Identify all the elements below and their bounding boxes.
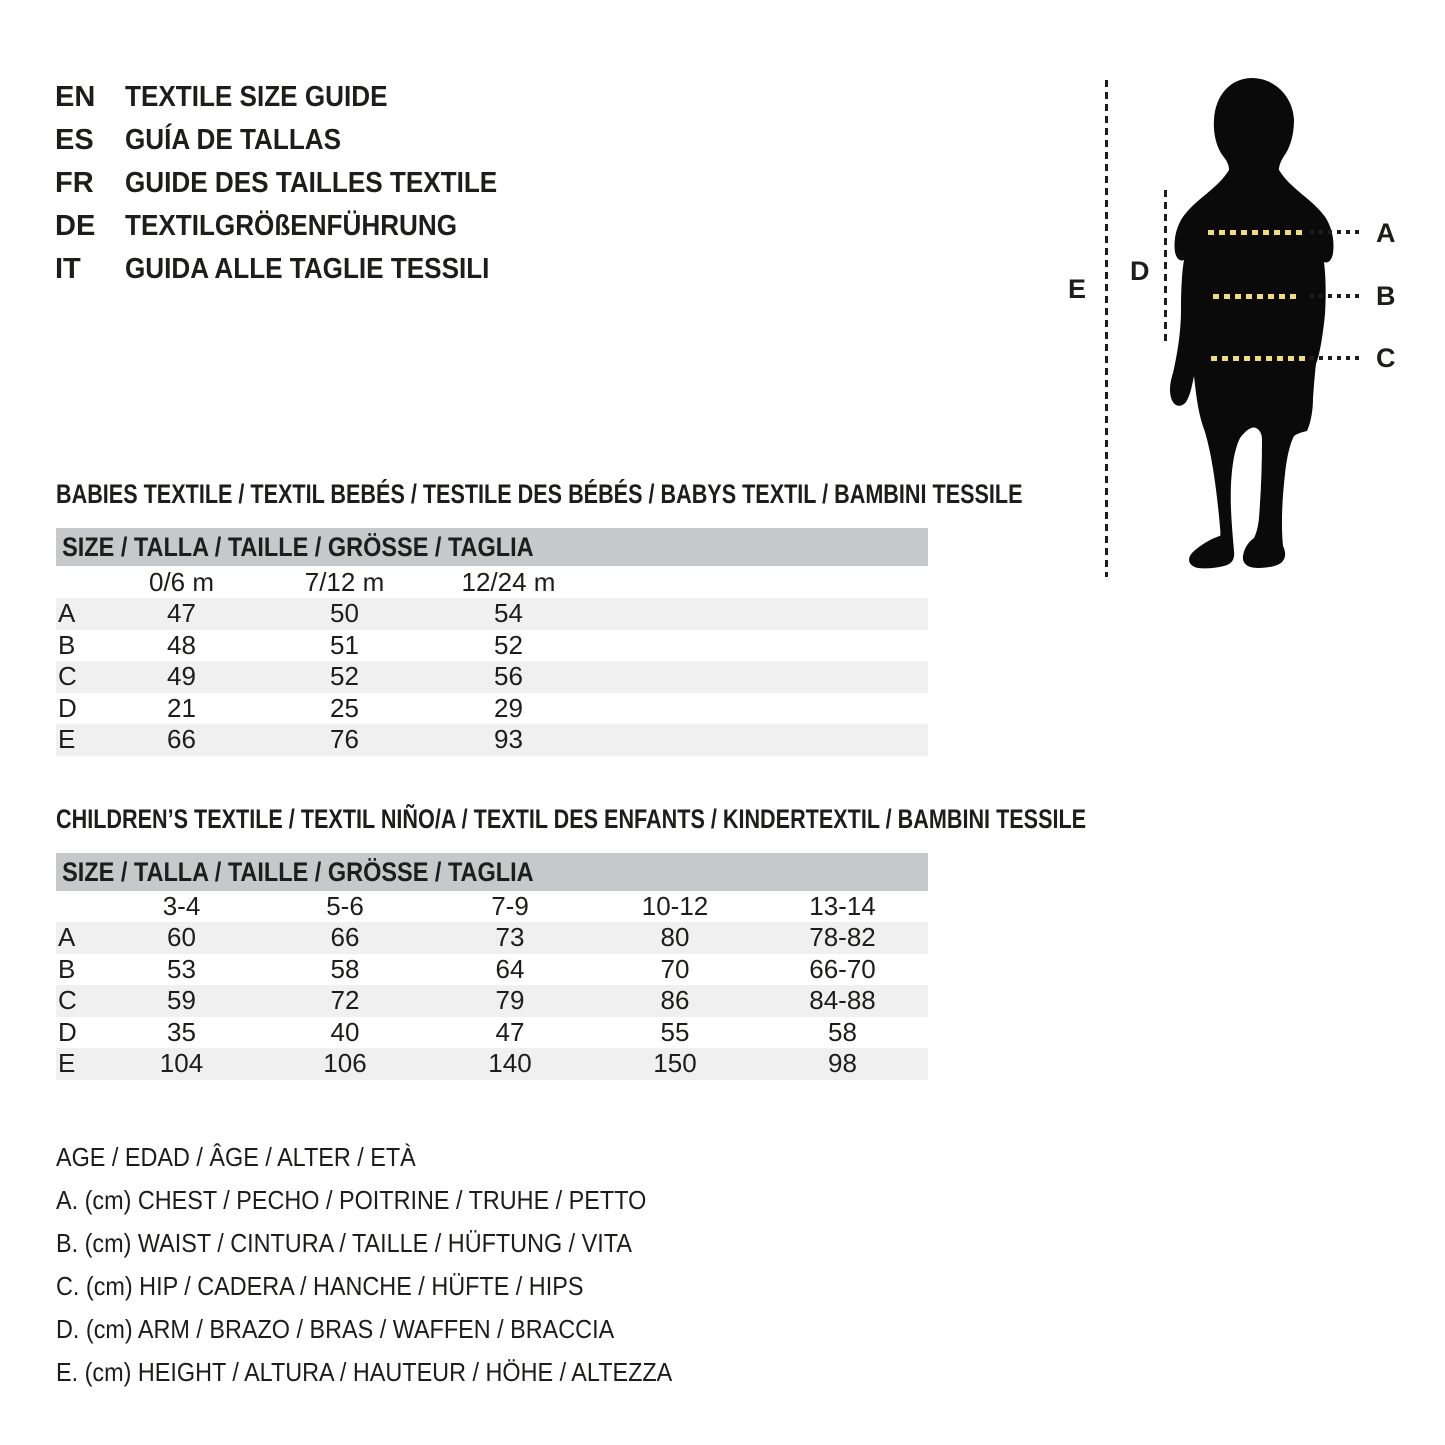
- column-header: 0/6 m: [148, 567, 215, 597]
- value-cell: 47: [495, 1016, 525, 1047]
- waist-measure-line-leader: [1310, 294, 1364, 298]
- lang-title: GUIDE DES TAILLES TEXTILE: [125, 167, 498, 199]
- value-cell: 73: [495, 922, 525, 952]
- waist-measure-line-yellow: [1213, 294, 1297, 299]
- value-cell: 48: [167, 629, 196, 660]
- value-cell: 49: [167, 661, 196, 691]
- lang-code: FR: [55, 167, 94, 199]
- value-cell: 86: [660, 985, 690, 1015]
- row-label: A: [58, 922, 76, 952]
- children-size-header-text: SIZE / TALLA / TAILLE / GRÖSSE / TAGLIA: [62, 857, 534, 887]
- value-cell: 80: [660, 922, 690, 952]
- row-label: E: [58, 1048, 76, 1078]
- value-cell: 93: [494, 724, 523, 754]
- legend-line-chest: A. (cm) CHEST / PECHO / POITRINE / TRUHE / PETTO: [56, 1185, 647, 1215]
- row-label: C: [58, 985, 77, 1015]
- value-cell: 40: [330, 1016, 360, 1047]
- value-cell: 150: [653, 1048, 697, 1078]
- lang-title: GUÍA DE TALLAS: [125, 124, 342, 156]
- value-cell: 66: [330, 922, 360, 952]
- legend-line-hip: C. (cm) HIP / CADERA / HANCHE / HÜFTE / HIPS: [56, 1271, 584, 1301]
- lang-code: ES: [55, 124, 94, 156]
- value-cell: 25: [330, 692, 359, 723]
- corner-cell: [56, 891, 100, 922]
- hip-measure-line-yellow: [1211, 356, 1306, 361]
- chest-measure-line-yellow: [1208, 230, 1302, 235]
- legend-line-age: AGE / EDAD / ÂGE / ALTER / ETÀ: [56, 1142, 416, 1172]
- row-label: A: [58, 598, 76, 628]
- chest-measure-line-leader: [1310, 230, 1364, 234]
- row-label: B: [58, 629, 76, 660]
- babies-column-headers: [56, 566, 928, 598]
- value-cell: 60: [167, 922, 196, 952]
- value-cell: 64: [495, 953, 525, 984]
- row-label: E: [58, 724, 76, 754]
- table-row: [56, 693, 928, 725]
- row-label: C: [58, 661, 77, 691]
- value-cell: 58: [828, 1016, 857, 1047]
- value-cell: 55: [660, 1016, 690, 1047]
- lang-row-fr: [55, 162, 539, 205]
- table-row: [56, 661, 928, 693]
- table-row: [56, 630, 928, 662]
- children-table: [56, 891, 928, 1080]
- babies-size-header-text: SIZE / TALLA / TAILLE / GRÖSSE / TAGLIA: [62, 532, 534, 562]
- lang-row-es: [55, 119, 539, 162]
- value-cell: 53: [167, 953, 196, 984]
- babies-table: [56, 566, 928, 756]
- value-cell: 76: [330, 724, 359, 754]
- babies-size-header-bar: [56, 528, 928, 566]
- value-cell: 50: [330, 598, 359, 628]
- column-header: 7/12 m: [304, 567, 385, 597]
- value-cell: 56: [494, 661, 523, 691]
- value-cell: 140: [488, 1048, 532, 1078]
- table-row: [56, 922, 928, 954]
- hip-measure-line-leader: [1310, 356, 1364, 360]
- measure-label-a: A: [1376, 218, 1396, 248]
- column-header: 12/24 m: [461, 567, 556, 597]
- row-label: B: [58, 953, 76, 984]
- arm-measure-line-d: [1164, 190, 1167, 345]
- value-cell: 54: [494, 598, 523, 628]
- legend-line-height: E. (cm) HEIGHT / ALTURA / HAUTEUR / HÖHE / ALTEZZA: [56, 1357, 673, 1387]
- measure-label-c: C: [1376, 343, 1396, 373]
- language-title-list: [55, 76, 539, 291]
- lang-title: TEXTILE SIZE GUIDE: [125, 81, 388, 113]
- lang-code: IT: [55, 253, 81, 285]
- value-cell: 106: [323, 1048, 367, 1078]
- measure-label-e: E: [1068, 274, 1087, 304]
- value-cell: 52: [330, 661, 359, 691]
- column-header: 13-14: [809, 891, 876, 921]
- table-row: [56, 985, 928, 1017]
- lang-code: EN: [55, 81, 96, 113]
- height-measure-line-e: [1105, 80, 1108, 577]
- lang-title: GUIDA ALLE TAGLIE TESSILI: [125, 253, 490, 285]
- value-cell: 52: [494, 629, 523, 660]
- value-cell: 29: [494, 692, 523, 723]
- legend-line-waist: B. (cm) WAIST / CINTURA / TAILLE / HÜFTUNG / VITA: [56, 1228, 632, 1258]
- measure-label-b: B: [1376, 281, 1396, 311]
- value-cell: 98: [828, 1048, 857, 1078]
- value-cell: 78-82: [809, 922, 876, 952]
- lang-row-it: [55, 248, 539, 291]
- value-cell: 104: [159, 1048, 204, 1078]
- children-column-headers: [56, 891, 928, 922]
- value-cell: 66: [167, 724, 196, 754]
- lang-code: DE: [55, 210, 96, 242]
- value-cell: 51: [330, 629, 359, 660]
- value-cell: 35: [167, 1016, 196, 1047]
- children-section-title: CHILDREN’S TEXTILE / TEXTIL NIÑO/A / TEXTIL DES ENFANTS / KINDERTEXTIL / BAMBINI TESSILE: [56, 804, 1087, 834]
- value-cell: 72: [330, 985, 360, 1015]
- value-cell: 84-88: [809, 985, 876, 1015]
- table-row: [56, 598, 928, 630]
- value-cell: 70: [660, 953, 690, 984]
- row-label: D: [58, 692, 77, 723]
- child-silhouette-icon: [1168, 76, 1340, 576]
- lang-row-en: [55, 76, 539, 119]
- table-row: [56, 954, 928, 986]
- lang-title: TEXTILGRÖßENFÜHRUNG: [125, 210, 458, 242]
- babies-section-title: BABIES TEXTILE / TEXTIL BEBÉS / TESTILE DES BÉBÉS / BABYS TEXTIL / BAMBINI TESSILE: [56, 479, 1023, 509]
- column-header: 5-6: [326, 891, 364, 921]
- value-cell: 58: [330, 953, 360, 984]
- value-cell: 66-70: [809, 953, 876, 984]
- column-header: 10-12: [641, 891, 709, 921]
- value-cell: 79: [495, 985, 525, 1015]
- corner-cell: [56, 566, 100, 598]
- measurement-legend: [56, 1136, 741, 1394]
- legend-line-arm: D. (cm) ARM / BRAZO / BRAS / WAFFEN / BRACCIA: [56, 1314, 615, 1344]
- table-row: [56, 724, 928, 756]
- table-row: [56, 1048, 928, 1080]
- value-cell: 21: [167, 692, 196, 723]
- measure-label-d: D: [1130, 256, 1150, 286]
- column-header: 3-4: [162, 891, 201, 921]
- lang-row-de: [55, 205, 539, 248]
- children-size-header-bar: [56, 853, 928, 891]
- row-label: D: [58, 1016, 77, 1047]
- value-cell: 59: [167, 985, 196, 1015]
- value-cell: 47: [167, 598, 196, 628]
- table-row: [56, 1017, 928, 1049]
- column-header: 7-9: [491, 891, 529, 921]
